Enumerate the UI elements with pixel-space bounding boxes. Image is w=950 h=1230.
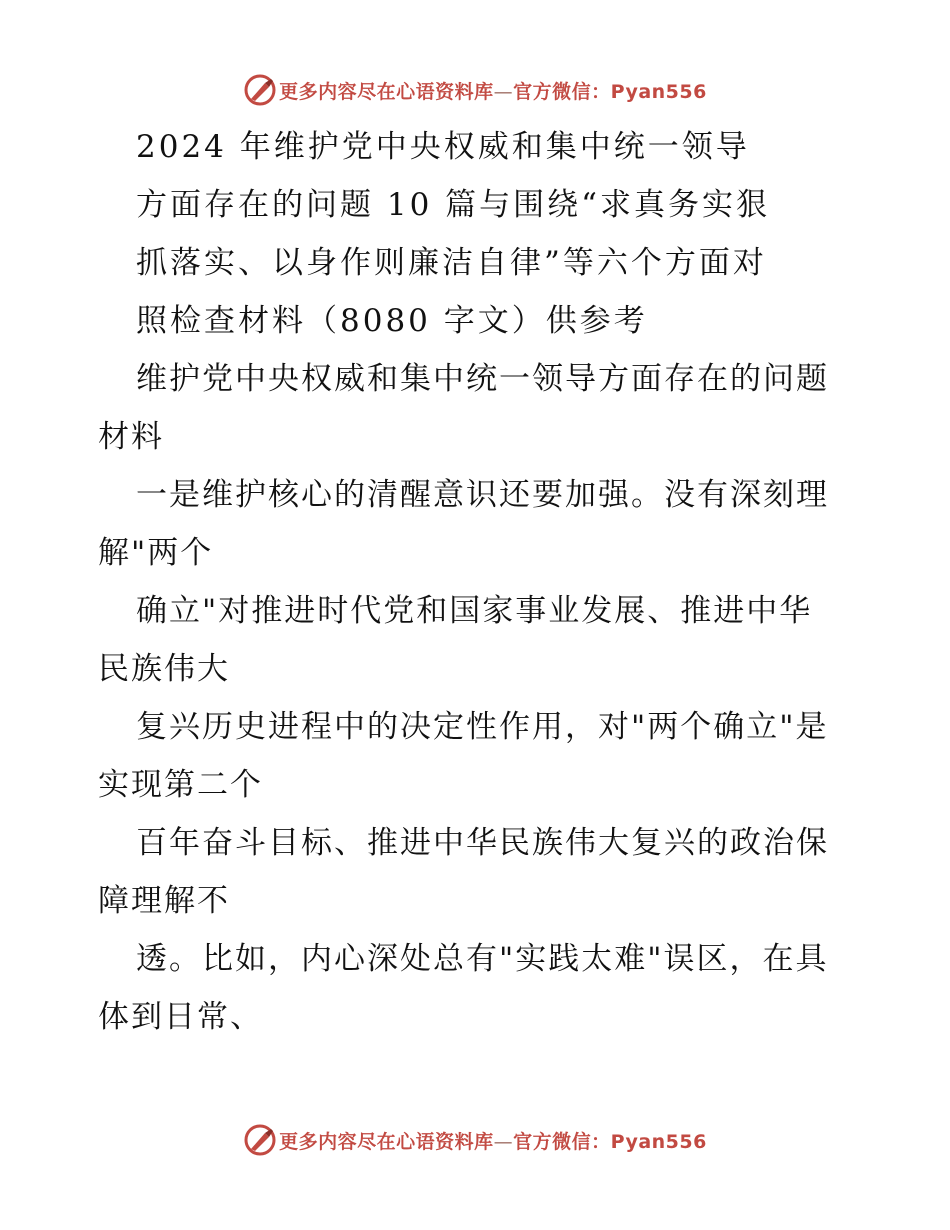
body-line: 实现第二个: [98, 767, 263, 803]
title-line: 2024 年维护党中央权威和集中统一领导: [136, 129, 750, 165]
body-line: 一是维护核心的清醒意识还要加强。没有深刻理: [136, 477, 829, 513]
body-line: 百年奋斗目标、推进中华民族伟大复兴的政治保: [136, 825, 829, 861]
body-line: 体到日常、: [98, 999, 263, 1035]
body-line: 复兴历史进程中的决定性作用，对"两个确立"是: [136, 709, 829, 745]
watermark-text: [279, 1127, 707, 1154]
pen-nib-logo-icon: [243, 1123, 277, 1157]
watermark-contact: 官方微信：Pyan556: [513, 80, 707, 103]
body-line: 透。比如，内心深处总有"实践太难"误区，在具: [136, 941, 829, 977]
watermark-dash: —: [493, 1130, 514, 1153]
document-body: [98, 118, 858, 1046]
body-line: 解"两个: [98, 535, 214, 571]
document-content: [98, 350, 858, 1046]
body-line: 民族伟大: [98, 651, 230, 687]
watermark-site: 更多内容尽在心语资料库: [279, 1130, 494, 1153]
watermark-dash: —: [493, 80, 514, 103]
watermark-text: [279, 77, 707, 104]
footer-watermark: [0, 1120, 950, 1160]
body-line: 材料: [98, 419, 164, 455]
watermark-site: 更多内容尽在心语资料库: [279, 80, 494, 103]
document-title: [98, 118, 858, 350]
title-line: 照检查材料（8080 字文）供参考: [136, 303, 648, 339]
pen-nib-logo-icon: [243, 73, 277, 107]
body-line: 确立"对推进时代党和国家事业发展、推进中华: [136, 593, 813, 629]
body-line: 障理解不: [98, 883, 230, 919]
watermark-contact: 官方微信：Pyan556: [513, 1130, 707, 1153]
title-line: 抓落实、以身作则廉洁自律”等六个方面对: [136, 245, 767, 281]
body-line: 维护党中央权威和集中统一领导方面存在的问题: [136, 361, 829, 397]
header-watermark: [0, 70, 950, 110]
title-line: 方面存在的问题 10 篇与围绕“求真务实狠: [136, 187, 771, 223]
